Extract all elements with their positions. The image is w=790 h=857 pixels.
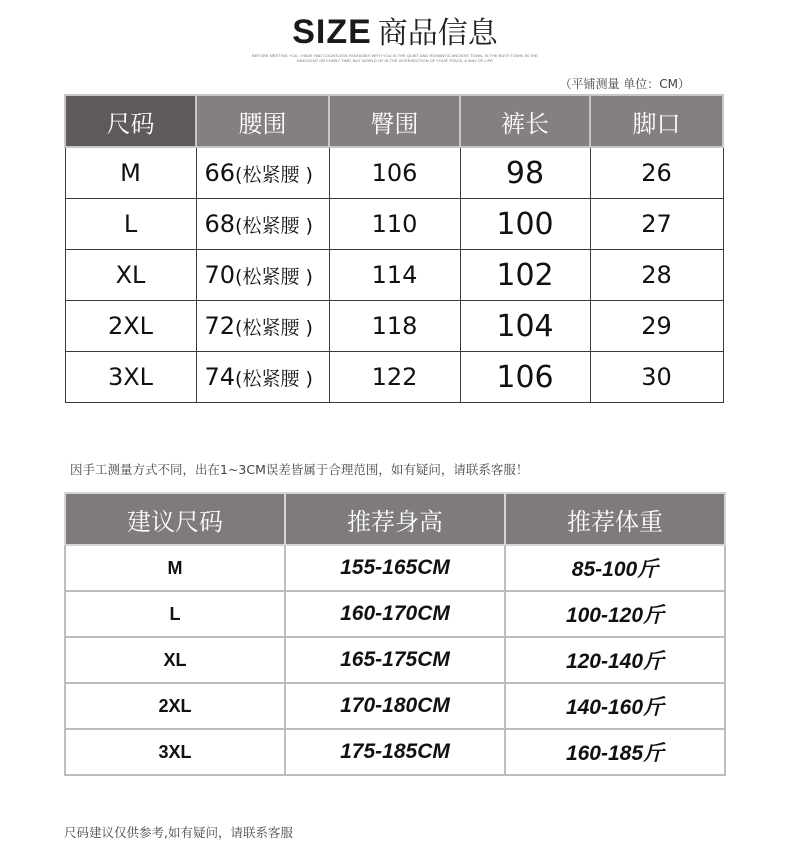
cell-weight: 140-160斤 — [505, 683, 725, 729]
decorative-fine-print: BEFORE MEETING YOU, I HAVE HAD COUNTLESS FANTASIES WITH YOU IN THE QUIET AND ROMANTIC ANCIENT TOWN, IN THE BUSY TOWN, IN THE INNOCENT OR FUNNY TIME, BUT WORLD OF IN THE INTERSECTION OF YOUR TRACK, A WAY OF LIFE — [252, 53, 538, 63]
header-size: 尺码 — [65, 95, 196, 147]
measurement-error-note: 因手工测量方式不同，出在1~3CM误差皆属于合理范围，如有疑问，请联系客服！ — [70, 462, 529, 477]
cell-height: 155-165CM — [285, 545, 505, 591]
waist-value: 70 — [204, 261, 236, 289]
waist-value: 68 — [204, 210, 236, 238]
table-row — [65, 545, 725, 591]
table-row — [65, 729, 725, 775]
cell-hem: 28 — [590, 250, 723, 301]
cell-size: M — [65, 147, 196, 199]
cell-hip: 106 — [329, 147, 460, 199]
cell-waist — [196, 301, 329, 352]
header-hip: 臀围 — [329, 95, 460, 147]
cell-hem: 26 — [590, 147, 723, 199]
waist-value: 72 — [204, 312, 236, 340]
cell-height: 170-180CM — [285, 683, 505, 729]
cell-size: 2XL — [65, 683, 285, 729]
cell-size: 3XL — [65, 352, 196, 403]
cell-hip: 114 — [329, 250, 460, 301]
header-recommended-weight: 推荐体重 — [505, 493, 725, 545]
cell-waist — [196, 250, 329, 301]
table-row — [65, 250, 723, 301]
table-row — [65, 591, 725, 637]
waist-note: (松紧腰 ) — [235, 164, 313, 186]
cell-length: 104 — [460, 301, 590, 352]
cell-waist — [196, 352, 329, 403]
cell-size: M — [65, 545, 285, 591]
waist-note: (松紧腰 ) — [235, 215, 313, 237]
cell-length: 100 — [460, 199, 590, 250]
waist-value: 74 — [204, 363, 236, 391]
cell-height: 165-175CM — [285, 637, 505, 683]
title-cn: 商品信息 — [377, 16, 498, 51]
cell-waist — [196, 147, 329, 199]
cell-weight: 100-120斤 — [505, 591, 725, 637]
waist-note: (松紧腰 ) — [235, 368, 313, 390]
table-row — [65, 301, 723, 352]
cell-hip: 122 — [329, 352, 460, 403]
table-row — [65, 352, 723, 403]
cell-hip: 110 — [329, 199, 460, 250]
header-waist: 腰围 — [196, 95, 329, 147]
page-title — [0, 8, 790, 52]
cell-hem: 29 — [590, 301, 723, 352]
cell-length: 106 — [460, 352, 590, 403]
cell-size: 2XL — [65, 301, 196, 352]
table-row — [65, 147, 723, 199]
cell-hem: 27 — [590, 199, 723, 250]
table-row — [65, 683, 725, 729]
waist-note: (松紧腰 ) — [235, 266, 313, 288]
cell-weight: 160-185斤 — [505, 729, 725, 775]
unit-note: （平铺测量 单位：CM） — [559, 77, 690, 91]
cell-hem: 30 — [590, 352, 723, 403]
recommendation-table-header — [65, 493, 725, 545]
table-row — [65, 637, 725, 683]
header-length: 裤长 — [460, 95, 590, 147]
header-hem: 脚口 — [590, 95, 723, 147]
cell-hip: 118 — [329, 301, 460, 352]
cell-weight: 120-140斤 — [505, 637, 725, 683]
cell-size: 3XL — [65, 729, 285, 775]
size-table — [64, 94, 724, 403]
size-table-header — [65, 95, 723, 147]
table-row — [65, 199, 723, 250]
cell-length: 102 — [460, 250, 590, 301]
waist-note: (松紧腰 ) — [235, 317, 313, 339]
cell-waist — [196, 199, 329, 250]
cell-size: L — [65, 591, 285, 637]
cell-size: L — [65, 199, 196, 250]
header-recommended-height: 推荐身高 — [285, 493, 505, 545]
cell-height: 175-185CM — [285, 729, 505, 775]
cell-size: XL — [65, 250, 196, 301]
header-suggested-size: 建议尺码 — [65, 493, 285, 545]
cell-weight: 85-100斤 — [505, 545, 725, 591]
size-advice-note: 尺码建议仅供参考,如有疑问，请联系客服 — [64, 825, 293, 840]
cell-length: 98 — [460, 147, 590, 199]
cell-size: XL — [65, 637, 285, 683]
waist-value: 66 — [204, 159, 236, 187]
title-en: SIZE — [292, 13, 372, 51]
cell-height: 160-170CM — [285, 591, 505, 637]
recommendation-table — [64, 492, 726, 776]
